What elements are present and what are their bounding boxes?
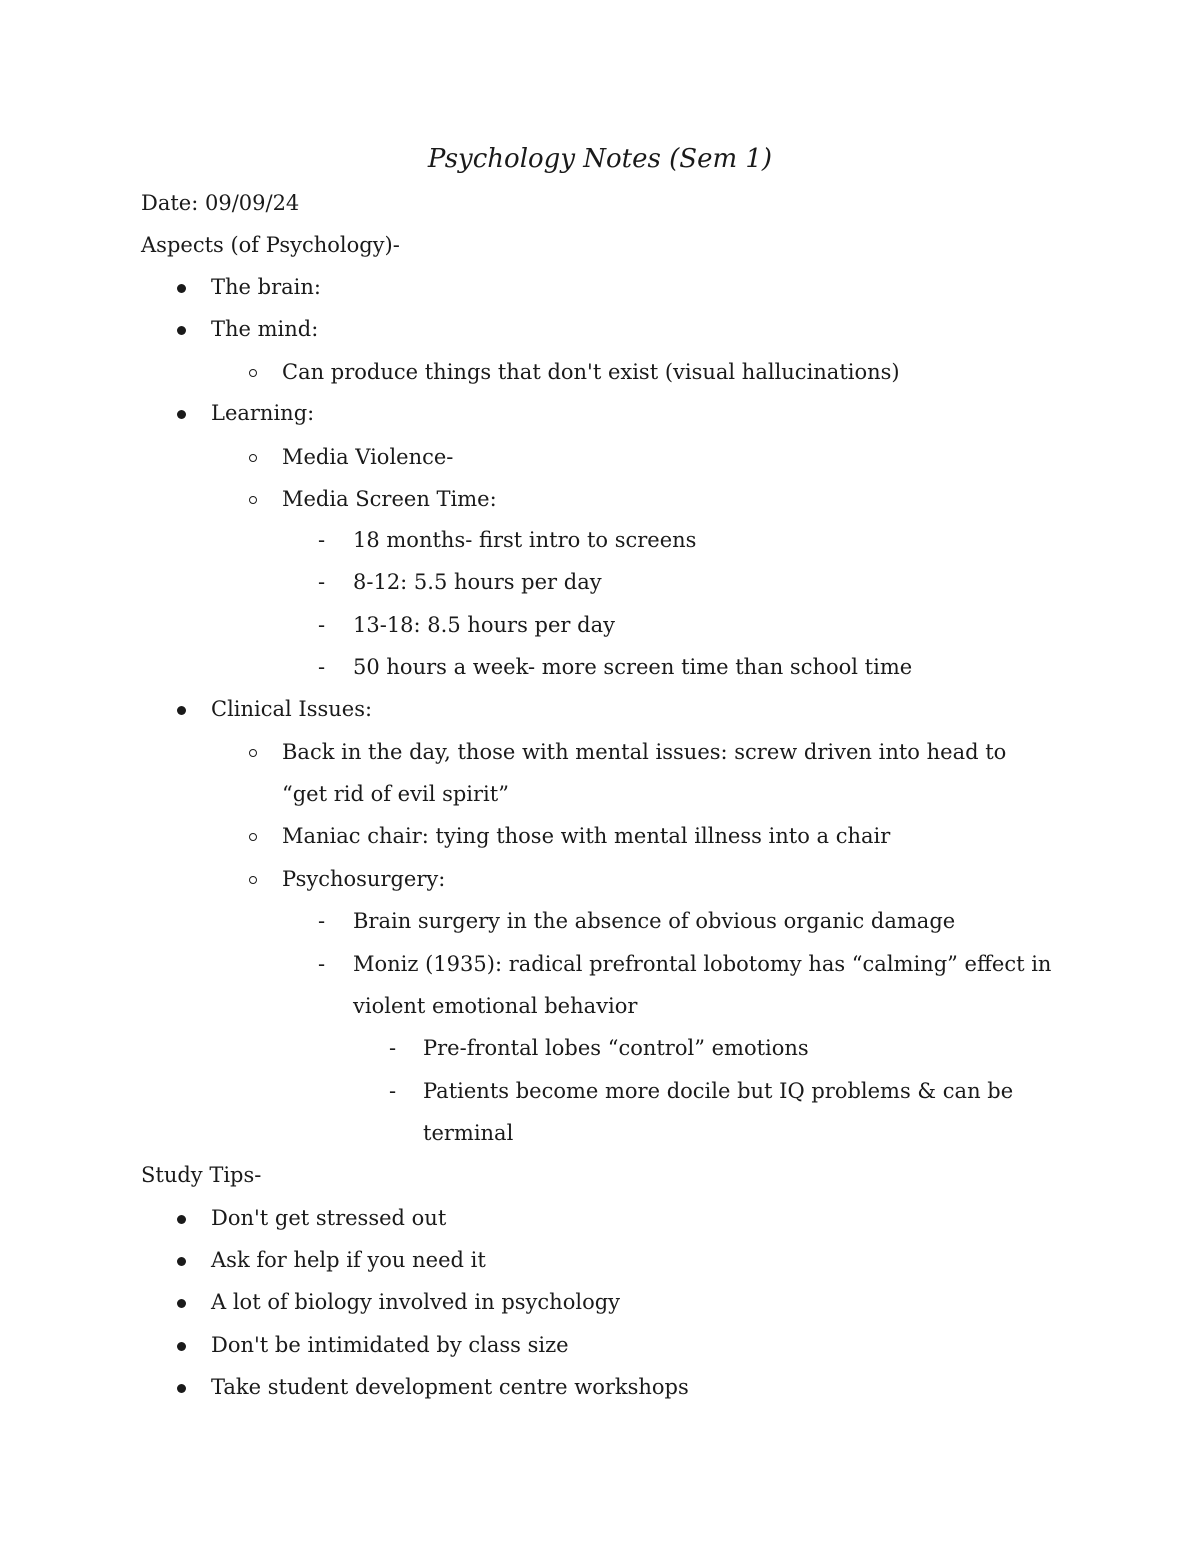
bullet-icon [177, 326, 186, 335]
dash-icon: - [389, 1036, 397, 1060]
list-item: Media Screen Time: [282, 487, 497, 511]
dash-icon: - [389, 1079, 397, 1103]
list-item: Take student development centre workshops [211, 1375, 689, 1399]
list-item: Pre-frontal lobes “control” emotions [423, 1036, 809, 1060]
dash-icon: - [318, 952, 326, 976]
circle-bullet-icon [249, 496, 257, 504]
list-item: 8-12: 5.5 hours per day [353, 570, 602, 594]
list-item: 13-18: 8.5 hours per day [353, 613, 615, 637]
study-tips-heading: Study Tips- [141, 1163, 262, 1187]
bullet-icon [177, 1299, 186, 1308]
list-item: Back in the day, those with mental issues: screw driven into head to [282, 740, 1007, 764]
list-item: A lot of biology involved in psychology [211, 1290, 621, 1314]
list-item: Media Violence- [282, 445, 454, 469]
dash-icon: - [318, 570, 326, 594]
bullet-icon [177, 706, 186, 715]
bullet-icon [177, 1342, 186, 1351]
list-item: Maniac chair: tying those with mental illness into a chair [282, 824, 891, 848]
list-item: 50 hours a week- more screen time than school time [353, 655, 913, 679]
dash-icon: - [318, 613, 326, 637]
bullet-icon [177, 1384, 186, 1393]
bullet-icon [177, 284, 186, 293]
list-item: The mind: [211, 317, 319, 341]
aspects-heading: Aspects (of Psychology)- [141, 233, 400, 257]
list-item: Can produce things that don't exist (visual hallucinations) [282, 360, 900, 384]
list-item: Don't get stressed out [211, 1206, 447, 1230]
bullet-icon [177, 1257, 186, 1266]
list-item: Patients become more docile but IQ problems & can be [423, 1079, 1014, 1103]
list-item: Learning: [211, 401, 315, 425]
circle-bullet-icon [249, 454, 257, 462]
list-item: Brain surgery in the absence of obvious organic damage [353, 909, 956, 933]
date-line: Date: 09/09/24 [141, 191, 300, 215]
bullet-icon [177, 410, 186, 419]
dash-icon: - [318, 909, 326, 933]
list-item-continuation: terminal [423, 1121, 514, 1145]
list-item: Psychosurgery: [282, 867, 446, 891]
bullet-icon [177, 1215, 186, 1224]
dash-icon: - [318, 528, 326, 552]
circle-bullet-icon [249, 876, 257, 884]
circle-bullet-icon [249, 749, 257, 757]
dash-icon: - [318, 655, 326, 679]
page-title: Psychology Notes (Sem 1) [427, 144, 773, 174]
list-item: 18 months- first intro to screens [353, 528, 697, 552]
list-item: Moniz (1935): radical prefrontal lobotomy has “calming” effect in [353, 952, 1052, 976]
list-item: Clinical Issues: [211, 697, 373, 721]
list-item: The brain: [211, 275, 321, 299]
circle-bullet-icon [249, 369, 257, 377]
list-item-continuation: “get rid of evil spirit” [282, 782, 509, 806]
circle-bullet-icon [249, 833, 257, 841]
list-item-continuation: violent emotional behavior [353, 994, 638, 1018]
list-item: Ask for help if you need it [211, 1248, 486, 1272]
list-item: Don't be intimidated by class size [211, 1333, 569, 1357]
